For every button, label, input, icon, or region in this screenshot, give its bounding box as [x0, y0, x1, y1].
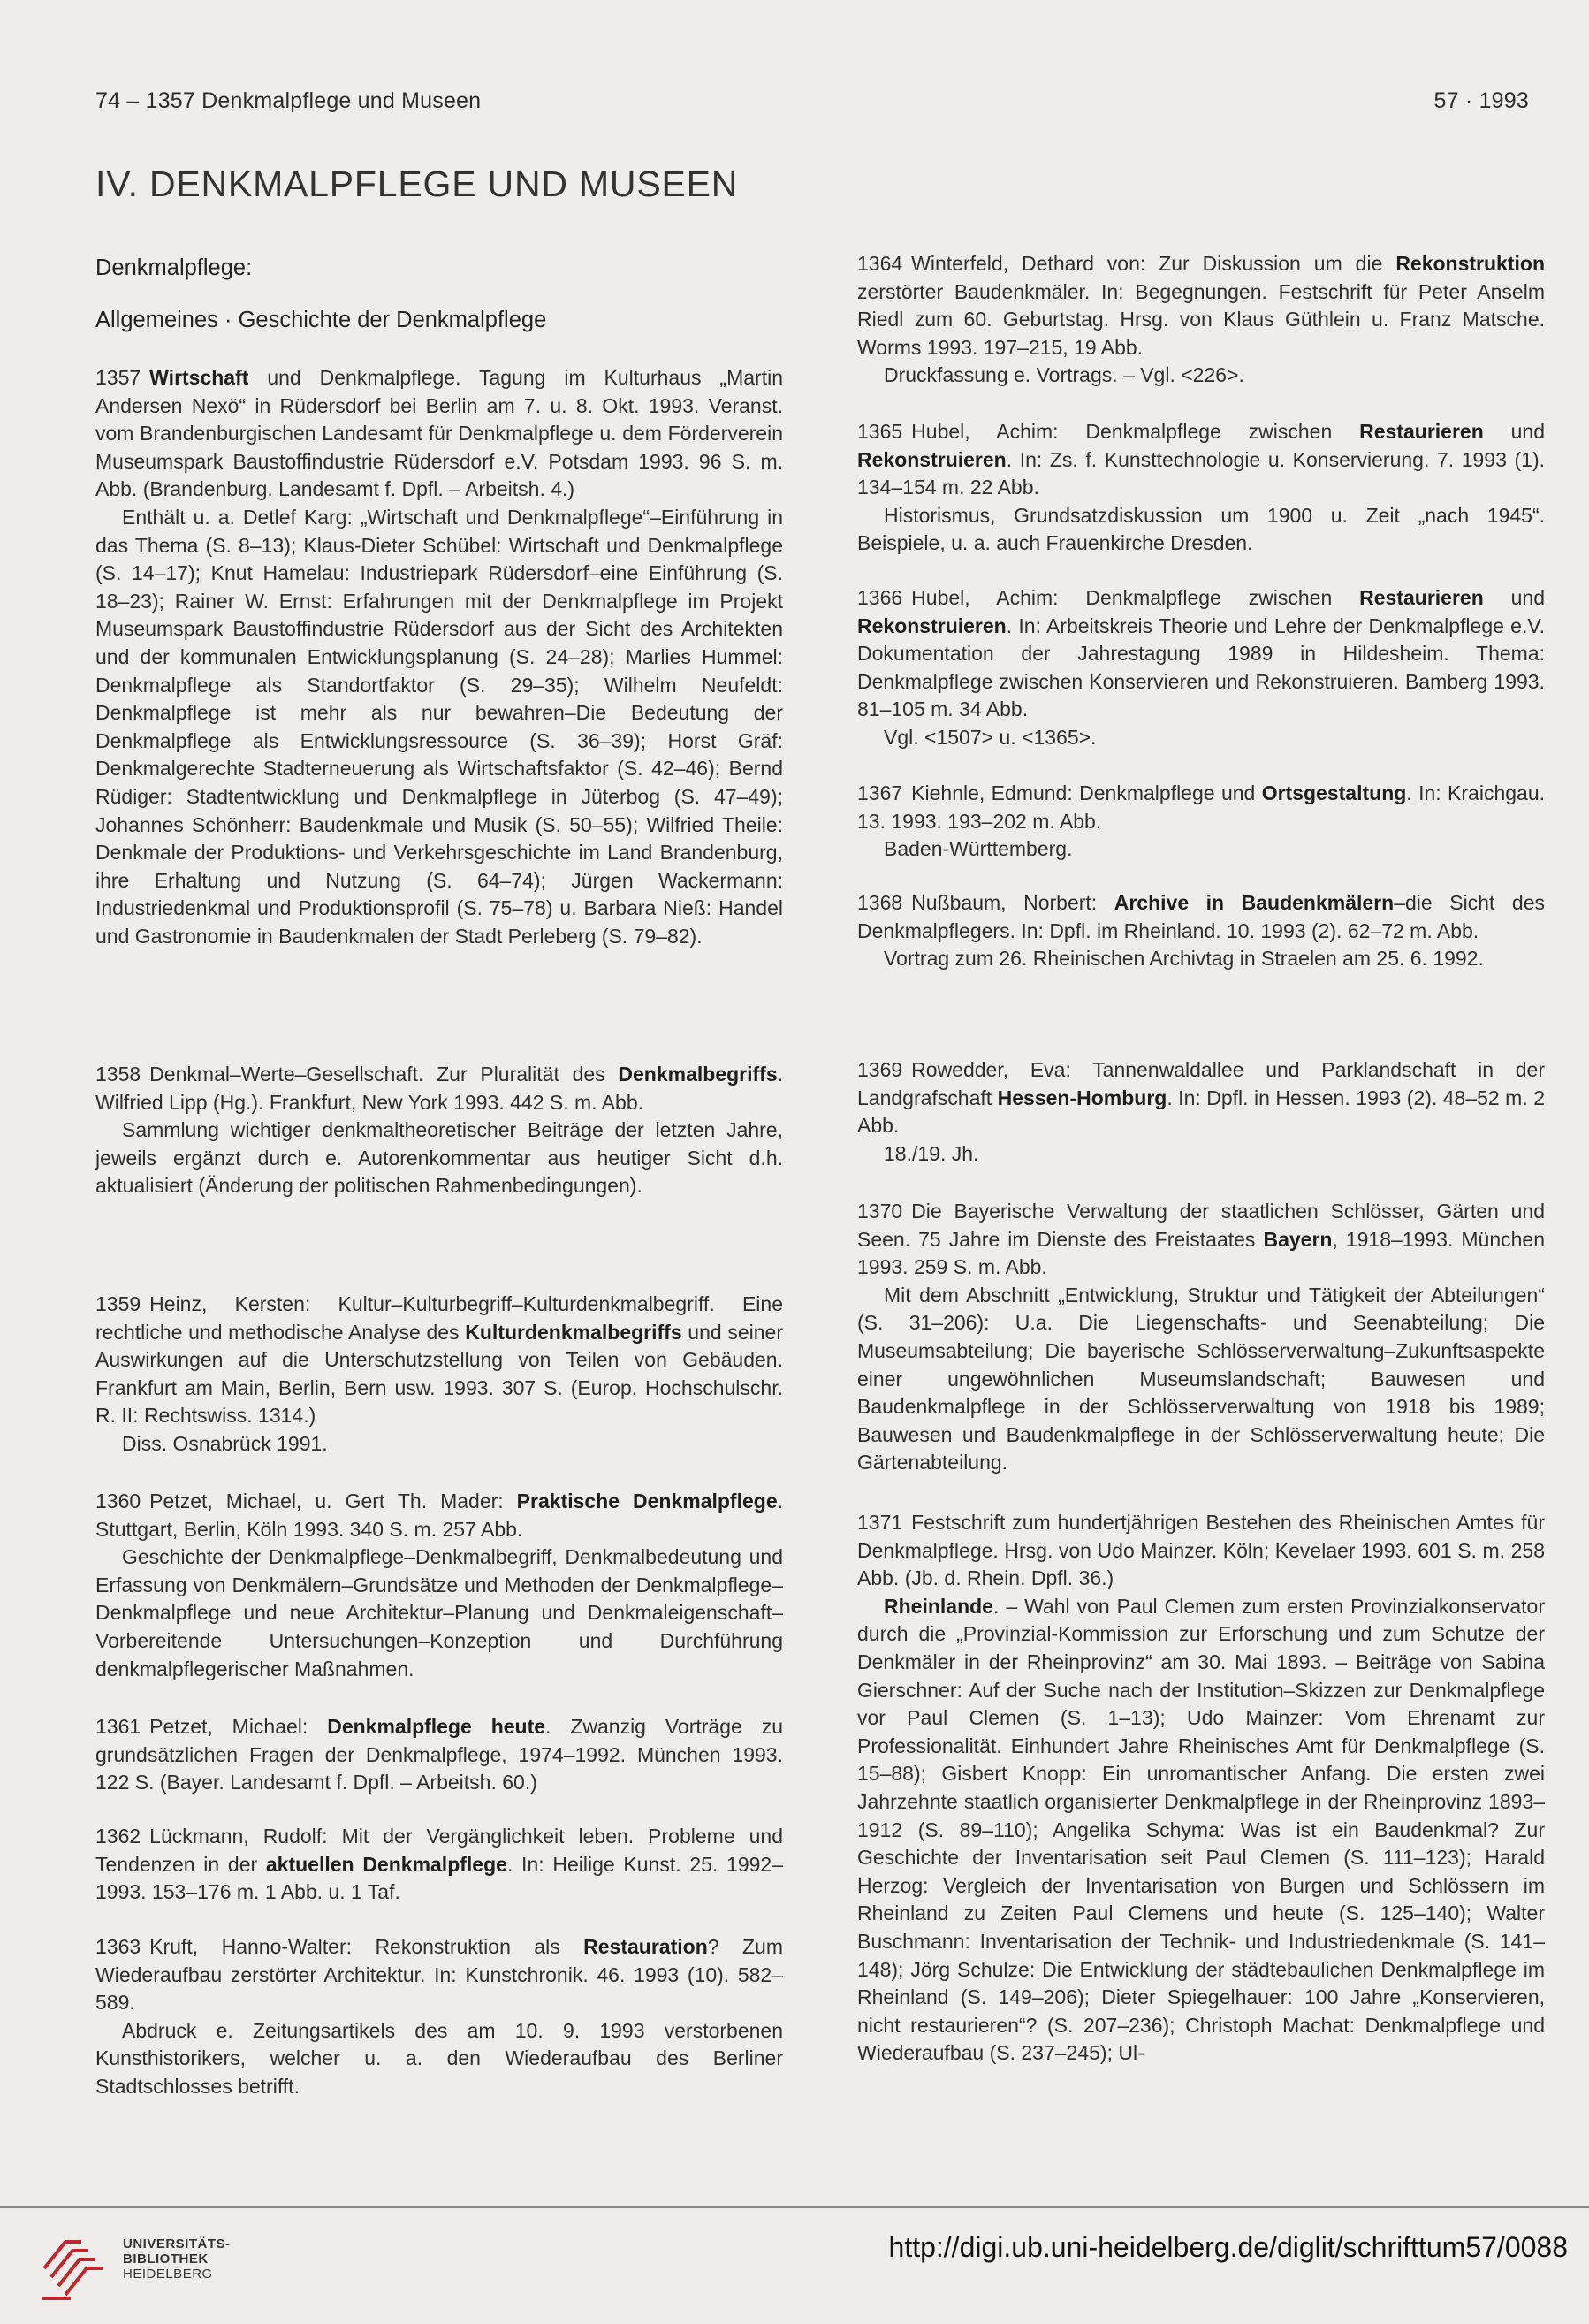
entry-number: 1357 [95, 366, 141, 389]
entry-number: 1359 [95, 1292, 141, 1315]
entry-annotation: Abdruck e. Zeitungsartikels des am 10. 9. 1993 verstorbenen Kunsthistorikers, welcher u. a. den Wiederaufbau des Berliner Stadtschlosses betrifft. [95, 2018, 783, 2098]
entry-1357 [95, 364, 783, 950]
entry-citation: Denkmal–Werte–Gesellschaft. Zur Pluralität des Denkmalbegriffs. Wilfried Lipp (Hg.). Frankfurt, New York 1993. 442 S. m. Abb. [95, 1063, 783, 1114]
library-name [123, 2236, 231, 2282]
entry-1365 [857, 418, 1545, 558]
entry-number: 1370 [857, 1200, 903, 1223]
entry-annotation: Mit dem Abschnitt „Entwicklung, Struktur und Tätigkeit der Abteilungen“ (S. 31–206): U.a. Die Liegenschafts- und Seenabteilung; Die Museumsabteilung; Die bayerische Schlösserverwaltung–Zukunftsaspekte einer ungewöhnlichen Museumslandschaft; Bauwesen und Baudenkmalpflege in der Schlösserverwaltung von 1918 bis 1989; Bauwesen und Baudenkmalpflege in der Schlösserverwaltung heute; Die Gärtenabteilung. [857, 1283, 1545, 1474]
entry-number: 1361 [95, 1715, 141, 1738]
entry-annotation: Vgl. <1507> u. <1365>. [884, 725, 1097, 749]
entry-1369 [857, 1056, 1545, 1168]
entry-number: 1364 [857, 252, 903, 275]
entry-number: 1367 [857, 781, 903, 804]
entry-annotation: Diss. Osnabrück 1991. [122, 1431, 328, 1455]
entry-citation: Petzet, Michael, u. Gert Th. Mader: Praktische Denkmalpflege. Stuttgart, Berlin, Köln 1993. 340 S. m. 257 Abb. [95, 1490, 784, 1541]
entry-annotation: Historismus, Grundsatzdiskussion um 1900 u. Zeit „nach 1945“. Beispiele, u. a. auch Frauenkirche Dresden. [857, 503, 1545, 555]
entry-number: 1363 [95, 1935, 141, 1958]
entry-annotation: Vortrag zum 26. Rheinischen Archivtag in Straelen am 25. 6. 1992. [884, 947, 1484, 971]
entry-annotation: Baden-Württemberg. [884, 837, 1073, 861]
entry-1371 [857, 1509, 1545, 2068]
entry-1361 [95, 1713, 783, 1797]
entry-citation: Festschrift zum hundertjährigen Bestehen des Rheinischen Amtes für Denkmalpflege. Hrsg. von Udo Mainzer. Köln; Kevelaer 1993. 601 S. m. 258 Abb. (Jb. d. Rhein. Dpfl. 36.) [857, 1511, 1545, 1590]
entry-annotation: Rheinlande. – Wahl von Paul Clemen zum ersten Provinzialkonservator durch die „Provinzial-Kommission zur Erforschung und zum Schutze der Denkmäler in der Rheinprovinz“ am 30. Mai 1893. – Beiträge von Sabina Gierschner: Auf der Suche nach der Institution–Skizzen zur Denkmalpflege vor Paul Clemen (S. 1–13); Udo Mainzer: Vom Ehrenamt zur Professionalität. Einhundert Jahre Rheinisches Amt für Denkmalpflege (S. 15–88); Gisbert Knopp: Ein unromantischer Anfang. Die ersten zwei Jahrzehnte staatlich organisierter Denkmalpflege in der Rheinprovinz 1893–1912 (S. 89–110); Angelika Schyma: Was ist ein Baudenkmal? Zur Geschichte der Inventarisation seit Paul Clemen (S. 111–123); Harald Herzog: Vergleich der Inventarisation von Burgen und Schlössern im Rheinland zu Zeiten Paul Clemens und heute (S. 125–140); Walter Buschmann: Inventarisation der Technik- und Industriedenkmale (S. 141–148); Jörg Schulze: Die Entwicklung der städtebaulichen Denkmalpflege im Rheinland (S. 149–206); Dieter Spiegelhauer: 100 Jahre „Konservieren, nicht restaurieren“? (S. 207–236); Christoph Machat: Denkmalpflege und Wiederaufbau (S. 237–245); Ul- [857, 1594, 1545, 2065]
entry-citation: Hubel, Achim: Denkmalpflege zwischen Restaurieren und Rekonstruieren. In: Zs. f. Kunsttechnologie u. Konservierung. 7. 1993 (1). 134–154 m. 22 Abb. [857, 420, 1545, 499]
entry-number: 1358 [95, 1063, 141, 1086]
entry-annotation: Sammlung wichtiger denkmaltheoretischer Beiträge der letzten Jahre, jeweils ergänzt durch e. Autorenkommentar aus heutiger Sicht d.h. aktualisiert (Änderung der politischen Rahmenbedingungen). [95, 1118, 783, 1198]
entry-1366 [857, 584, 1545, 752]
entry-citation: Rowedder, Eva: Tannenwaldallee und Parklandschaft in der Landgrafschaft Hessen-Homburg. In: Dpfl. in Hessen. 1993 (2). 48–52 m. 2 Abb. [857, 1058, 1545, 1138]
entry-1367 [857, 780, 1545, 864]
subsection-title: Allgemeines · Geschichte der Denkmalpflege [95, 308, 547, 332]
entry-number: 1369 [857, 1058, 903, 1081]
library-name-line1: UNIVERSITÄTS- [123, 2236, 231, 2252]
entry-1360 [95, 1488, 783, 1683]
running-head-left: 74 – 1357 Denkmalpflege und Museen [95, 88, 482, 113]
entry-number: 1366 [857, 586, 903, 609]
entry-citation: Hubel, Achim: Denkmalpflege zwischen Restaurieren und Rekonstruieren. In: Arbeitskreis Theorie und Lehre der Denkmalpflege e.V. Dokumentation der Jahrestagung 1989 in Hildesheim. Thema: Denkmalpflege zwischen Konservieren und Rekonstruieren. Bamberg 1993. 81–105 m. 34 Abb. [857, 586, 1545, 721]
entry-number: 1368 [857, 891, 903, 914]
entry-1362 [95, 1823, 783, 1907]
entry-citation: Winterfeld, Dethard von: Zur Diskussion um die Rekonstruktion zerstörter Baudenkmäler. In: Begegnungen. Festschrift für Peter Anselm Riedl zum 60. Geburtstag. Hrsg. von Klaus Güthlein u. Franz Matsche. Worms 1993. 197–215, 19 Abb. [857, 252, 1545, 359]
entry-citation: Petzet, Michael: Denkmalpflege heute. Zwanzig Vorträge zu grundsätzlichen Fragen der Denkmalpflege, 1974–1992. München 1993. 122 S. (Bayer. Landesamt f. Dpfl. – Arbeitsh. 60.) [95, 1715, 783, 1794]
entry-citation: Lückmann, Rudolf: Mit der Vergänglichkeit leben. Probleme und Tendenzen in der aktuellen Denkmalpflege. In: Heilige Kunst. 25. 1992–1993. 153–176 m. 1 Abb. u. 1 Taf. [95, 1825, 784, 1904]
entry-annotation: 18./19. Jh. [884, 1141, 979, 1165]
chapter-title: IV. DENKMALPFLEGE UND MUSEEN [95, 164, 739, 204]
library-name-line3: HEIDELBERG [123, 2267, 213, 2282]
section-title: Denkmalpflege: [95, 255, 253, 280]
entry-citation: Kiehnle, Edmund: Denkmalpflege und Ortsgestaltung. In: Kraichgau. 13. 1993. 193–202 m. Abb. [857, 781, 1546, 833]
entry-1359 [95, 1291, 783, 1459]
library-name-line2: BIBLIOTHEK [123, 2252, 209, 2267]
entry-annotation: Druckfassung e. Vortrags. – Vgl. <226>. [884, 363, 1244, 387]
entry-1370 [857, 1198, 1545, 1477]
entry-number: 1371 [857, 1511, 903, 1534]
entry-number: 1362 [95, 1825, 141, 1848]
entry-citation: Wirtschaft und Denkmalpflege. Tagung im Kulturhaus „Martin Andersen Nexö“ in Rüdersdorf bei Berlin am 7. u. 8. Okt. 1993. Veranst. vom Brandenburgischen Landesamt für Denkmalpflege u. dem Förderverein Museumspark Baustoffindustrie Rüdersdorf e.V. Potsdam 1993. 96 S. m. Abb. (Brandenburg. Landesamt f. Dpfl. – Arbeitsh. 4.) [95, 366, 783, 501]
entry-citation: Die Bayerische Verwaltung der staatlichen Schlösser, Gärten und Seen. 75 Jahre im Dienste des Freistaates Bayern, 1918–1993. München 1993. 259 S. m. Abb. [857, 1200, 1545, 1279]
library-logo-icon [35, 2224, 111, 2305]
running-head-right: 57 · 1993 [1433, 88, 1529, 113]
entry-1363 [95, 1933, 783, 2101]
entry-citation: Heinz, Kersten: Kultur–Kulturbegriff–Kulturdenkmalbegriff. Eine rechtliche und methodische Analyse des Kulturdenkmalbegriffs und seiner Auswirkungen auf die Unterschutzstellung von Teilen von Gebäuden. Frankfurt am Main, Berlin, Bern usw. 1993. 307 S. (Europ. Hochschulschr. R. II: Rechtswiss. 1314.) [95, 1292, 783, 1428]
entry-1368 [857, 889, 1545, 973]
entry-annotation: Geschichte der Denkmalpflege–Denkmalbegriff, Denkmalbedeutung und Erfassung von Denkmälern–Grundsätze und Methoden der Denkmalpflege–Denkmalpflege und neue Architektur–Planung und Denkmaleigenschaft–Vorbereitende Untersuchungen–Konzeption und Durchführung denkmalpflegerischer Maßnahmen. [95, 1545, 783, 1680]
entry-citation: Nußbaum, Norbert: Archive in Baudenkmälern–die Sicht des Denkmalpflegers. In: Dpfl. im Rheinland. 10. 1993 (2). 62–72 m. Abb. [857, 891, 1545, 942]
footer-bar [0, 2206, 1589, 2324]
running-head [95, 88, 1529, 114]
entry-number: 1360 [95, 1490, 141, 1513]
entry-1364 [857, 250, 1545, 390]
entry-citation: Kruft, Hanno-Walter: Rekonstruktion als Restauration? Zum Wiederaufbau zerstörter Architektur. In: Kunstchronik. 46. 1993 (10). 582–589. [95, 1935, 783, 2015]
entry-annotation: Enthält u. a. Detlef Karg: „Wirtschaft und Denkmalpflege“–Einführung in das Thema (S. 8–13); Klaus-Dieter Schübel: Wirtschaft und Denkmalpflege (S. 14–17); Knut Hamelau: Industriepark Rüdersdorf–eine Einführung (S. 18–23); Rainer W. Ernst: Erfahrungen mit der Denkmalpflege im Projekt Museumspark Baustoffindustrie Rüdersdorf aus der Sicht des Architekten und der kommunalen Entwicklungsplanung (S. 24–28); Marlies Hummel: Denkmalpflege als Standortfaktor (S. 29–35); Wilhelm Neufeldt: Denkmalpflege ist mehr als nur bewahren–Die Bedeutung der Denkmalpflege als Entwicklungsressource (S. 36–39); Horst Gräf: Denkmalgerechte Stadterneuerung als Wirtschaftsfaktor (S. 42–46); Bernd Rüdiger: Stadtentwicklung und Denkmalpflege in Jüterbog (S. 47–49); Johannes Schönherr: Baudenkmale und Musik (S. 50–55); Wilfried Theile: Denkmale der Produktions- und Verkehrsgeschichte im Land Brandenburg, ihre Erhaltung und Nutzung (S. 64–74); Jürgen Wackermann: Industriedenkmal und Produktionsprofil (S. 75–78) u. Barbara Nieß: Handel und Gastronomie in Baudenkmalen der Stadt Perleberg (S. 79–82). [95, 505, 783, 948]
entry-1358 [95, 1061, 783, 1200]
entry-number: 1365 [857, 420, 903, 443]
source-url-link[interactable]: http://digi.ub.uni-heidelberg.de/diglit/schrifttum57/0088 [888, 2231, 1568, 2263]
